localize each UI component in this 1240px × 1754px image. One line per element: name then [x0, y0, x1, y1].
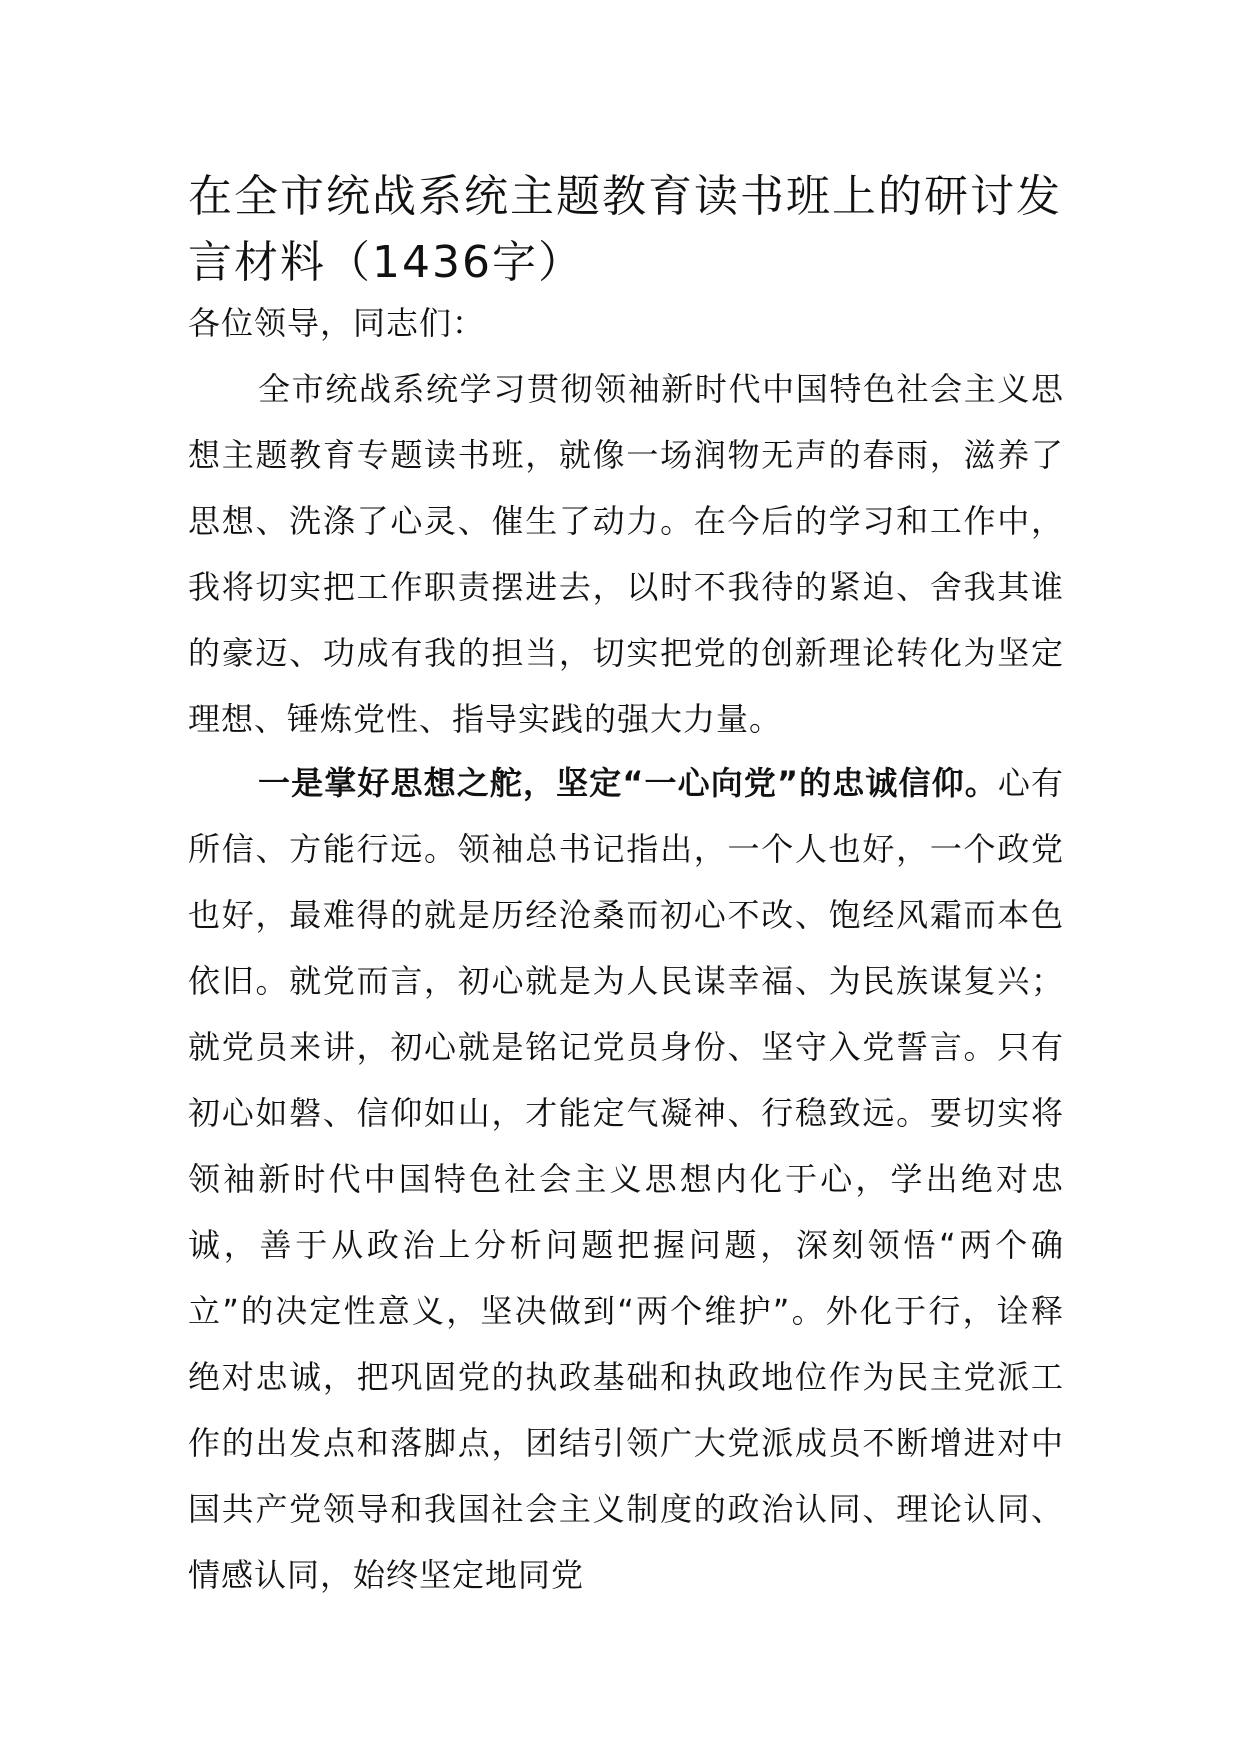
- paragraph-point-one: [188, 750, 1064, 1608]
- salutation: 各位领导，同志们：: [188, 304, 486, 342]
- paragraph-intro: 全市统战系统学习贯彻领袖新时代中国特色社会主义思想主题教育专题读书班，就像一场润物无声的春雨，滋养了思想、洗涤了心灵、催生了动力。在今后的学习和工作中，我将切实把工作职责摆进去，以时不我待的紧迫、舍我其谁的豪迈、功成有我的担当，切实把党的创新理论转化为坚定理想、锤炼党性、指导实践的强大力量。: [188, 370, 1064, 738]
- paragraph-body: 心有所信、方能行远。领袖总书记指出，一个人也好，一个政党也好，最难得的就是历经沧桑而初心不改、饱经风霜而本色依旧。就党而言，初心就是为人民谋幸福、为民族谋复兴；就党员来讲，初心就是铭记党员身份、坚守入党誓言。只有初心如磐、信仰如山，才能定气凝神、行稳致远。要切实将领袖新时代中国特色社会主义思想内化于心，学出绝对忠诚，善于从政治上分析问题把握问题，深刻领悟“两个确立”的决定性意义，坚决做到“两个维护”。外化于行，诠释绝对忠诚，把巩固党的执政基础和执政地位作为民主党派工作的出发点和落脚点，团结引领广大党派成员不断增进对中国共产党领导和我国社会主义制度的政治认同、理论认同、情感认同，始终坚定地同党: [188, 764, 1064, 1594]
- document-title: 在全市统战系统主题教育读书班上的研讨发言材料（1436字）: [188, 171, 1062, 288]
- paragraph-lead-sentence: 一是掌好思想之舵，坚定“一心向党”的忠诚信仰。: [258, 764, 998, 802]
